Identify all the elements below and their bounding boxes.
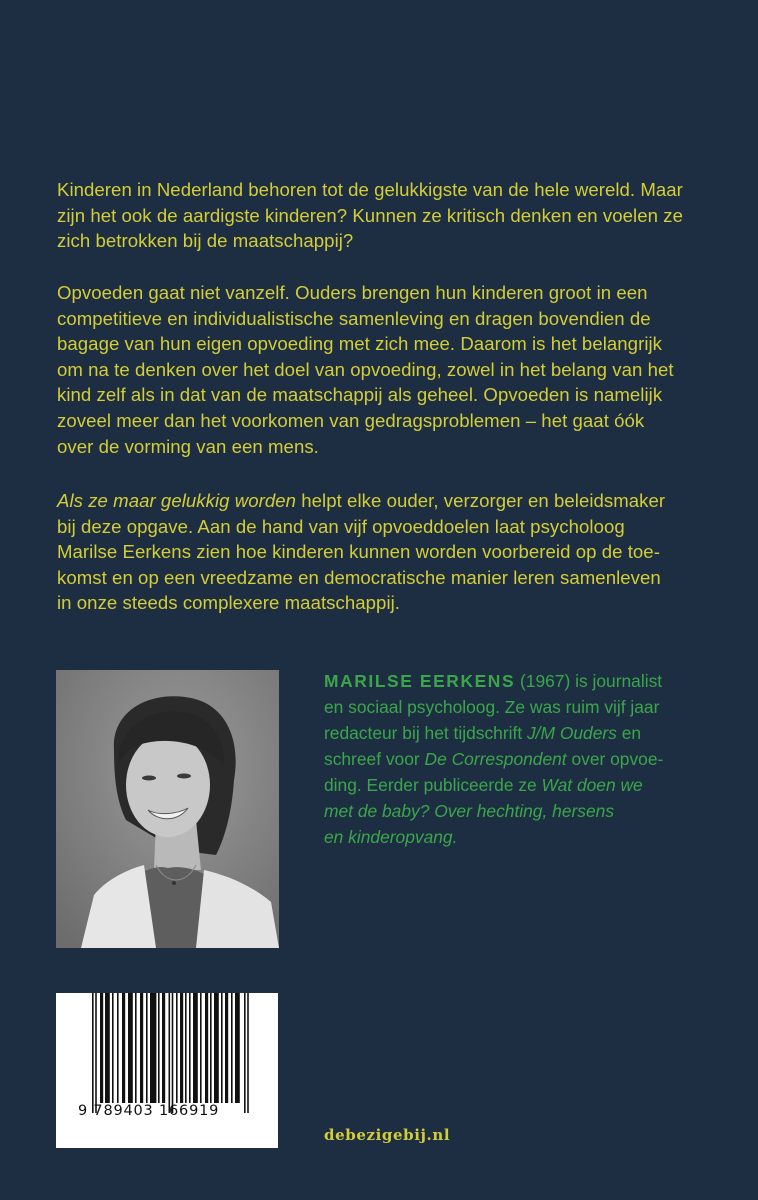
blurb-line: bij deze opgave. Aan de hand van vijf opvoeddoelen laat psycholoog [57, 515, 625, 537]
blurb-line: kind zelf als in dat van de maatschappij als geheel. Opvoeden is namelijk [57, 384, 663, 406]
bio-line: en sociaal psycholoog. Ze was ruim vijf jaar [324, 697, 660, 717]
author-name: MARILSE EERKENS [324, 671, 516, 691]
magazine-title: J/M Ouders [526, 723, 617, 743]
blurb-line: om na te denken over het doel van opvoeding, zowel in het belang van het [57, 358, 674, 380]
author-bio [324, 668, 724, 850]
publisher-website[interactable]: debezigebij.nl [324, 1126, 451, 1144]
blurb-line: in onze steeds complexere maatschappij. [57, 592, 401, 614]
blurb-line: bagage van hun eigen opvoeding met zich mee. Daarom is het belangrijk [57, 333, 663, 355]
blurb-line: Marilse Eerkens zien hoe kinderen kunnen worden voorbereid op de toe- [57, 541, 660, 563]
blurb-line: zoveel meer dan het voorkomen van gedragsproblemen – het gaat óók [57, 409, 645, 431]
author-photo [56, 670, 279, 948]
blurb-line: Opvoeden gaat niet vanzelf. Ouders brengen hun kinderen groot in een [57, 282, 648, 303]
bio-text: over opvoe- [566, 749, 664, 769]
blurb-paragraph-1 [57, 177, 727, 254]
bio-text: en [616, 723, 642, 743]
previous-book-title: Wat doen we [541, 775, 643, 795]
bio-line: en kinderopvang. [324, 827, 458, 847]
bio-text: schreef voor [324, 749, 425, 769]
isbn-barcode [56, 993, 278, 1148]
blurb-line: zich betrokken bij de maatschappij? [57, 230, 354, 252]
portrait-illustration [56, 670, 279, 948]
blurb-text: helpt elke ouder, verzorger en beleidsmaker [296, 490, 666, 511]
blurb-paragraph-3 [57, 488, 727, 616]
bio-line [324, 746, 724, 772]
bio-line: met de baby? Over hechting, hersens [324, 801, 615, 821]
bio-line [324, 720, 724, 746]
barcode-bars-icon [92, 993, 249, 1113]
bio-text: redacteur bij het tijdschrift [324, 723, 527, 743]
blurb-line: zijn het ook de aardigste kinderen? Kunnen ze kritisch denken en voelen ze [57, 204, 683, 226]
publication-title: De Correspondent [424, 749, 567, 769]
bio-line [324, 772, 724, 798]
blurb-paragraph-2 [57, 280, 727, 459]
isbn-number: 9 789403 166919 [78, 1103, 220, 1119]
blurb-line [57, 488, 727, 514]
bio-text: ding. Eerder publiceerde ze [324, 775, 542, 795]
blurb-line: Kinderen in Nederland behoren tot de gelukkigste van de hele wereld. Maar [57, 179, 683, 200]
blurb-line: komst en op een vreedzame en democratische manier leren samenleven [57, 566, 661, 588]
book-title-italic: Als ze maar gelukkig worden [57, 490, 297, 511]
blurb-line: over de vorming van een mens. [57, 435, 319, 457]
bio-text: (1967) is journalist [515, 671, 663, 691]
bio-line [324, 668, 724, 694]
blurb-line: competitieve en individualistische samenleving en dragen bovendien de [57, 307, 651, 329]
